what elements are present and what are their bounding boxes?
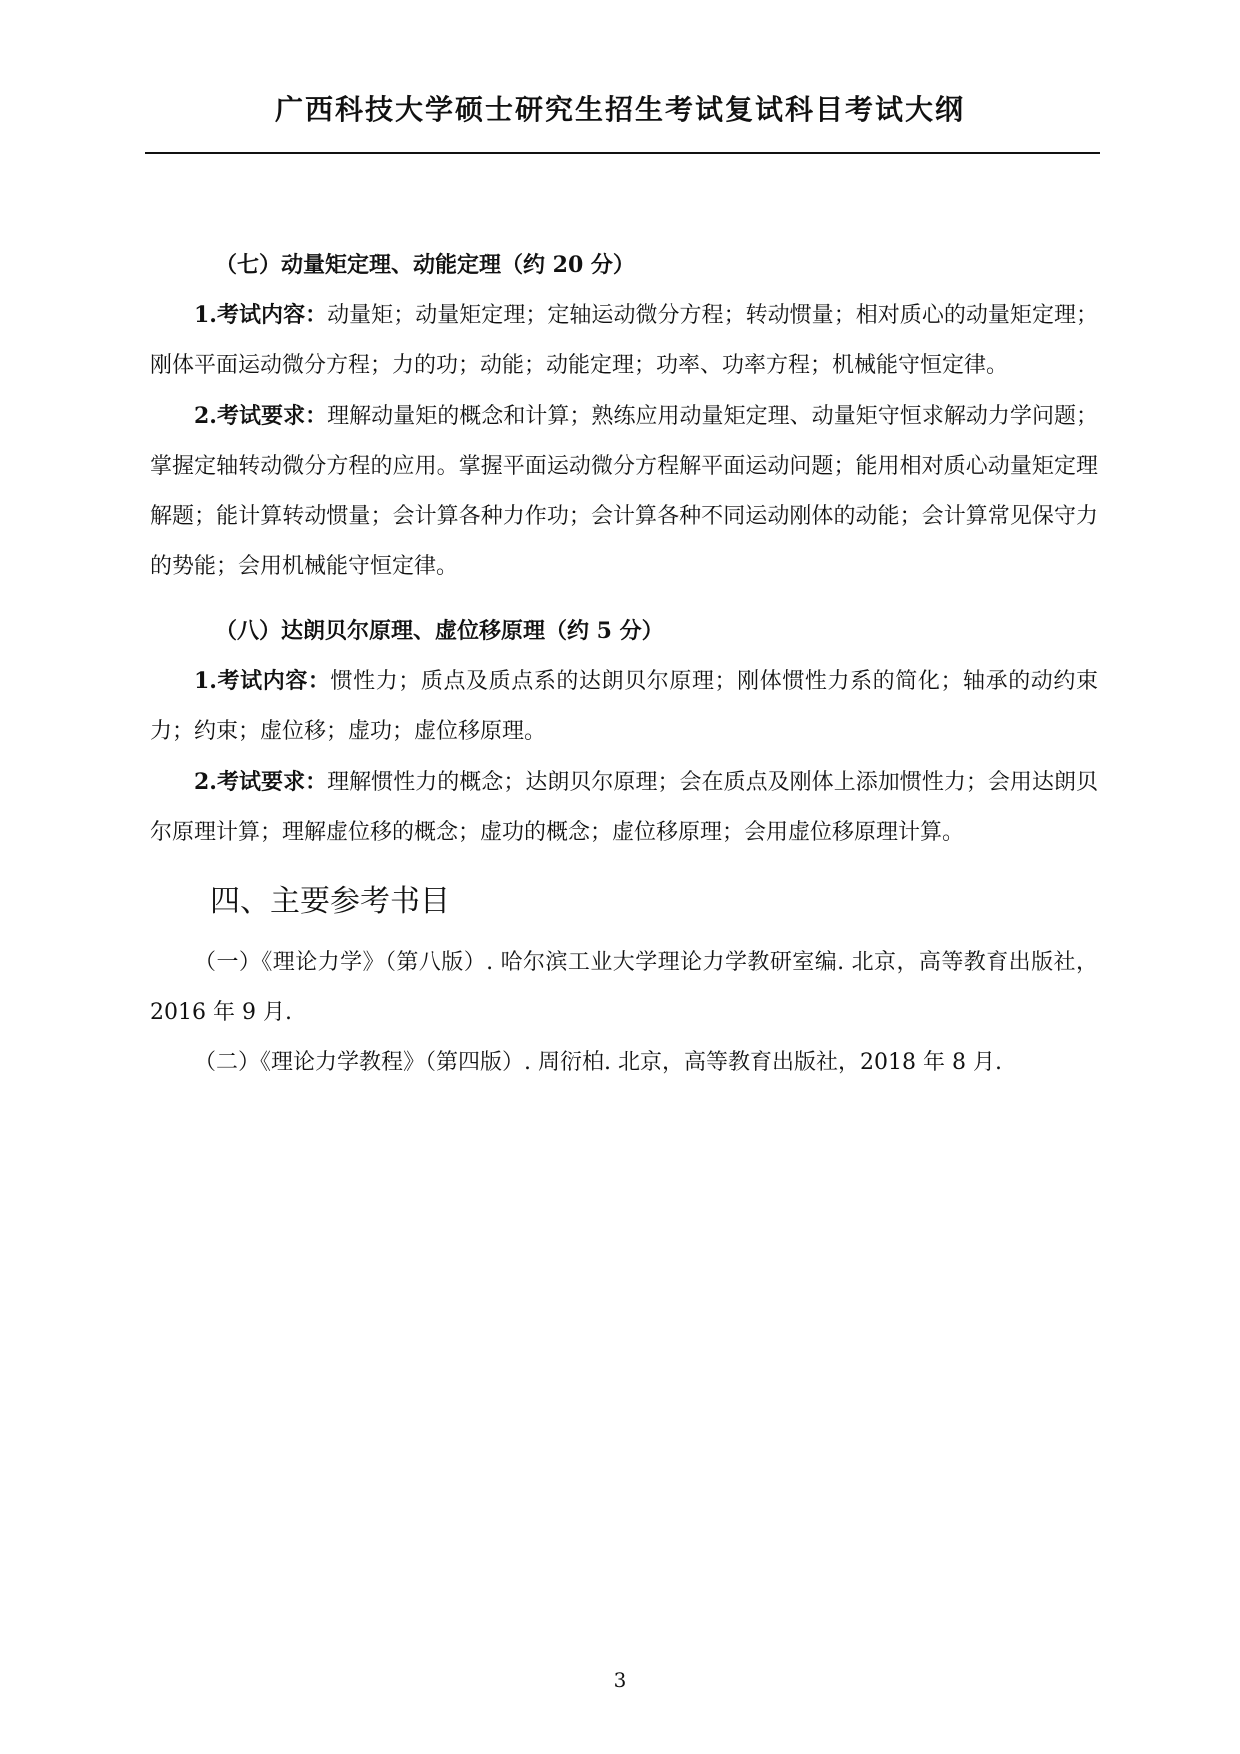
section-spacer	[150, 592, 1098, 606]
section-8-content-label: 1.考试内容：	[194, 668, 331, 694]
section-spacer	[150, 858, 1098, 872]
document-header-title: 广西科技大学硕士研究生招生考试复试科目考试大纲	[274, 93, 965, 126]
section-7-requirement-text: 理解动量矩的概念和计算；熟练应用动量矩定理、动量矩守恒求解动力学问题；掌握定轴转动微分方程的应用。掌握平面运动微分方程解平面运动问题；能用相对质心动量矩定理解题；能计算转动惯量；会计算各种力作功；会计算各种不同运动刚体的动能；会计算常见保守力的势能；会用机械能守恒定律。	[150, 404, 1098, 579]
section-7-content-label: 1.考试内容：	[194, 302, 328, 328]
section-7-heading: （七）动量矩定理、动能定理（约 20 分）	[215, 252, 635, 278]
header-divider	[145, 152, 1100, 154]
section-7-content-paragraph	[150, 290, 1098, 391]
reference-item: （二）《理论力学教程》（第四版）. 周衍柏. 北京，高等教育出版社，2018 年 8 月.	[194, 1050, 1002, 1075]
document-body	[150, 240, 1098, 1088]
references-heading: 四、主要参考书目	[210, 884, 450, 919]
section-8-heading: （八）达朗贝尔原理、虚位移原理（约 5 分）	[215, 618, 664, 644]
section-7-requirement-paragraph	[150, 391, 1098, 592]
section-7-content-text: 动量矩；动量矩定理；定轴运动微分方程；转动惯量；相对质心的动量矩定理；刚体平面运动微分方程；力的功；动能；动能定理；功率、功率方程；机械能守恒定律。	[150, 303, 1098, 378]
reference-item: （一）《理论力学》（第八版）. 哈尔滨工业大学理论力学教研室编. 北京，高等教育出版社，2016 年 9 月.	[150, 950, 1098, 1025]
section-8-content-text: 惯性力；质点及质点系的达朗贝尔原理；刚体惯性力系的简化；轴承的动约束力；约束；虚位移；虚功；虚位移原理。	[150, 669, 1098, 744]
section-8-requirement-paragraph	[150, 757, 1098, 858]
section-7-requirement-label: 2.考试要求：	[194, 403, 328, 429]
section-8-requirement-label: 2.考试要求：	[194, 769, 328, 795]
section-8-content-paragraph	[150, 656, 1098, 757]
page-number: 3	[613, 1668, 627, 1692]
section-8-requirement-text: 理解惯性力的概念；达朗贝尔原理；会在质点及刚体上添加惯性力；会用达朗贝尔原理计算；理解虚位移的概念；虚功的概念；虚位移原理；会用虚位移原理计算。	[150, 770, 1098, 845]
